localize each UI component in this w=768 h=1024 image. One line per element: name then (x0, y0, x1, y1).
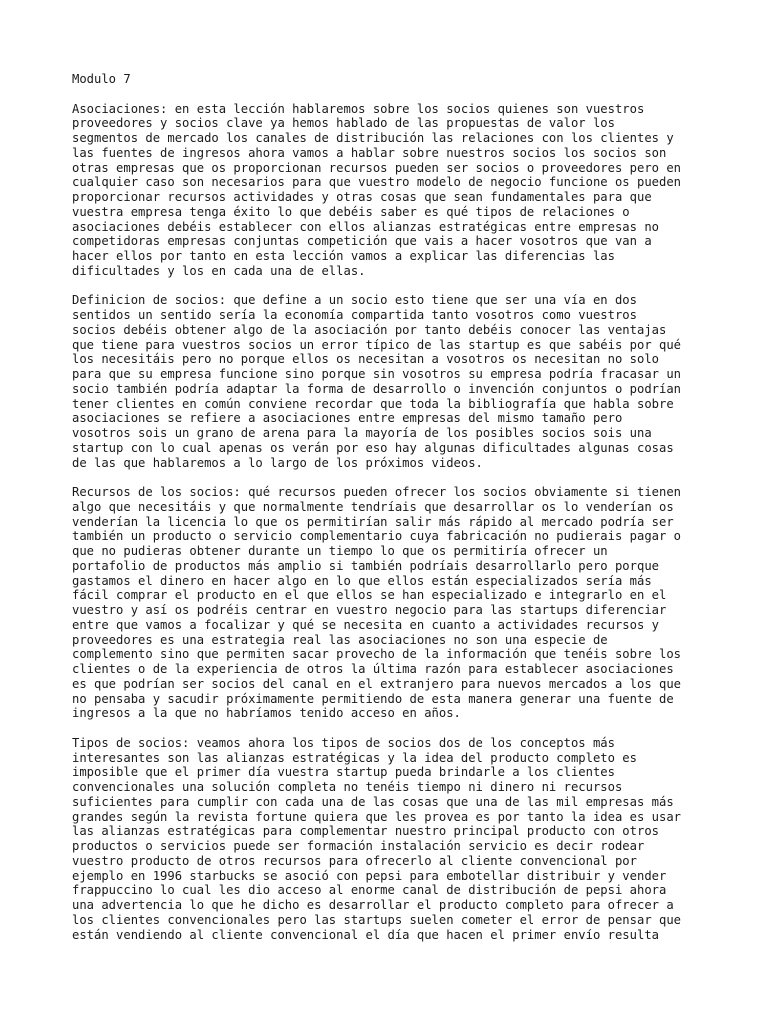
text-line: vuestro producto de otros recursos para ofrecerlo al cliente convencional por (72, 853, 637, 868)
text-line: proveedores es una estrategia real las asociaciones no son una especie de (72, 632, 608, 647)
text-line: no pensaba y sacudir próximamente permitiendo de esta manera generar una fuente de (72, 691, 674, 706)
text-line: frappuccino lo cual les dio acceso al enorme canal de distribución de pepsi ahora (72, 883, 667, 898)
text-line: fácil comprar el producto en el que ellos se han especializado e integrarlo en el (72, 588, 667, 603)
text-line: los necesitáis pero no porque ellos os necesitan a vosotros os necesitan no solo (72, 352, 659, 367)
text-line: dificultades y los en cada una de ellas. (72, 263, 366, 278)
text-line: otras empresas que os proporcionan recursos pueden ser socios o proveedores pero en (72, 160, 682, 175)
text-line: entre que vamos a focalizar y qué se necesita en cuanto a actividades recursos y (72, 617, 659, 632)
text-line: grandes según la revista fortune quiera que les provea es por tanto la idea es usar (72, 809, 682, 824)
text-line: es que podrían ser socios del canal en el extranjero para nuevos mercados a los que (72, 676, 682, 691)
text-line: algo que necesitáis y que normalmente tendríais que desarrollar os lo venderían os (72, 499, 674, 514)
text-line: ingresos a la que no habríamos tenido acceso en años. (72, 706, 461, 721)
text-line: Definicion de socios: que define a un socio esto tiene que ser una vía en dos (72, 293, 637, 308)
text-line: que no pudieras obtener durante un tiempo lo que os permitiría ofrecer un (72, 544, 608, 558)
text-line: vuestro y así os podréis centrar en vuestro negocio para las startups diferenciar (72, 603, 667, 617)
paragraph (72, 102, 712, 279)
text-line: las alianzas estratégicas para complementar nuestro principal producto con otros (72, 824, 659, 839)
text-line: los clientes convencionales pero las startups suelen cometer el error de pensar que (72, 912, 682, 927)
text-line: vuestra empresa tenga éxito lo que debéis saber es qué tipos de relaciones o (72, 204, 630, 219)
text-line: hacer ellos por tanto en esta lección vamos a explicar las diferencias las (72, 249, 615, 263)
text-line: portafolio de productos más amplio si también podríais desarrollarlo pero porque (72, 558, 659, 573)
text-line: competidoras empresas conjuntas competición que vais a hacer vosotros que van a (72, 234, 652, 249)
text-line: ejemplo en 1996 starbucks se asoció con pepsi para embotellar distribuir y vender (72, 868, 667, 883)
paragraph (72, 736, 712, 943)
text-line: cualquier caso son necesarios para que vuestro modelo de negocio funcione os pueden (72, 175, 682, 190)
text-line: Recursos de los socios: qué recursos pueden ofrecer los socios obviamente si tienen (72, 485, 682, 499)
text-line: startup con lo cual apenas os verán por eso hay algunas dificultades algunas cosas (72, 440, 674, 455)
text-line: productos o servicios puede ser formación instalación servicio es decir rodear (72, 839, 645, 853)
text-line: convencionales una solución completa no tenéis tiempo ni dinero ni recursos (72, 780, 623, 794)
text-line: sentidos un sentido sería la economía compartida tanto vosotros como vuestros (72, 308, 637, 322)
text-line: las fuentes de ingresos ahora vamos a hablar sobre nuestros socios los socios son (72, 145, 667, 160)
text-line: complemento sino que permiten sacar provecho de la información que tenéis sobre los (72, 647, 682, 662)
text-line: socios debéis obtener algo de la asociación por tanto debéis conocer las ventajas (72, 322, 667, 337)
document-body (72, 102, 712, 943)
text-line: proporcionar recursos actividades y otras cosas que sean fundamentales para que (72, 190, 652, 204)
text-line: interesantes son las alianzas estratégicas y la idea del producto completo es (72, 750, 637, 765)
paragraph (72, 485, 712, 721)
text-line: gastamos el dinero en hacer algo en lo que ellos están especializados sería más (72, 573, 652, 588)
text-line: vosotros sois un grano de arena para la mayoría de los posibles socios sois una (72, 426, 652, 440)
text-line: segmentos de mercado los canales de distribución las relaciones con los clientes y (72, 131, 674, 145)
paragraph (72, 293, 712, 470)
text-line: también un producto o servicio complementario cuya fabricación no pudierais pagar o (72, 529, 682, 544)
text-line: clientes o de la experiencia de otros la última razón para establecer asociaciones (72, 662, 674, 676)
text-line: asociaciones se refiere a asociaciones entre empresas del mismo tamaño pero (72, 411, 623, 426)
text-line: están vendiendo al cliente convencional el día que hacen el primer envío resulta (72, 927, 659, 942)
text-line: imposible que el primer día vuestra startup pueda brindarle a los clientes (72, 765, 615, 780)
text-line: para que su empresa funcione sino porque sin vosotros su empresa podría fracasar un (72, 367, 682, 381)
text-line: Asociaciones: en esta lección hablaremos sobre los socios quienes son vuestros (72, 101, 645, 116)
text-line: una advertencia lo que he dicho es desarrollar el producto completo para ofrecer a (72, 898, 674, 912)
text-line: proveedores y socios clave ya hemos hablado de las propuestas de valor los (72, 116, 615, 131)
text-line: que tiene para vuestros socios un error típico de las startup es que sabéis por qué (72, 337, 682, 352)
text-line: de las que hablaremos a lo largo de los próximos videos. (72, 455, 483, 470)
text-line: suficientes para cumplir con cada una de las cosas que una de las mil empresas más (72, 794, 674, 809)
text-line: tener clientes en común conviene recordar que toda la bibliografía que habla sobre (72, 396, 674, 411)
document-title: Modulo 7 (72, 72, 131, 86)
text-line: asociaciones debéis establecer con ellos alianzas estratégicas entre empresas no (72, 219, 659, 234)
text-line: socio también podría adaptar la forma de desarrollo o invención conjuntos o podrían (72, 381, 682, 396)
document-page (72, 72, 712, 957)
text-line: Tipos de socios: veamos ahora los tipos de socios dos de los conceptos más (72, 735, 615, 750)
text-line: venderían la licencia lo que os permitirían salir más rápido al mercado podría ser (72, 514, 674, 529)
